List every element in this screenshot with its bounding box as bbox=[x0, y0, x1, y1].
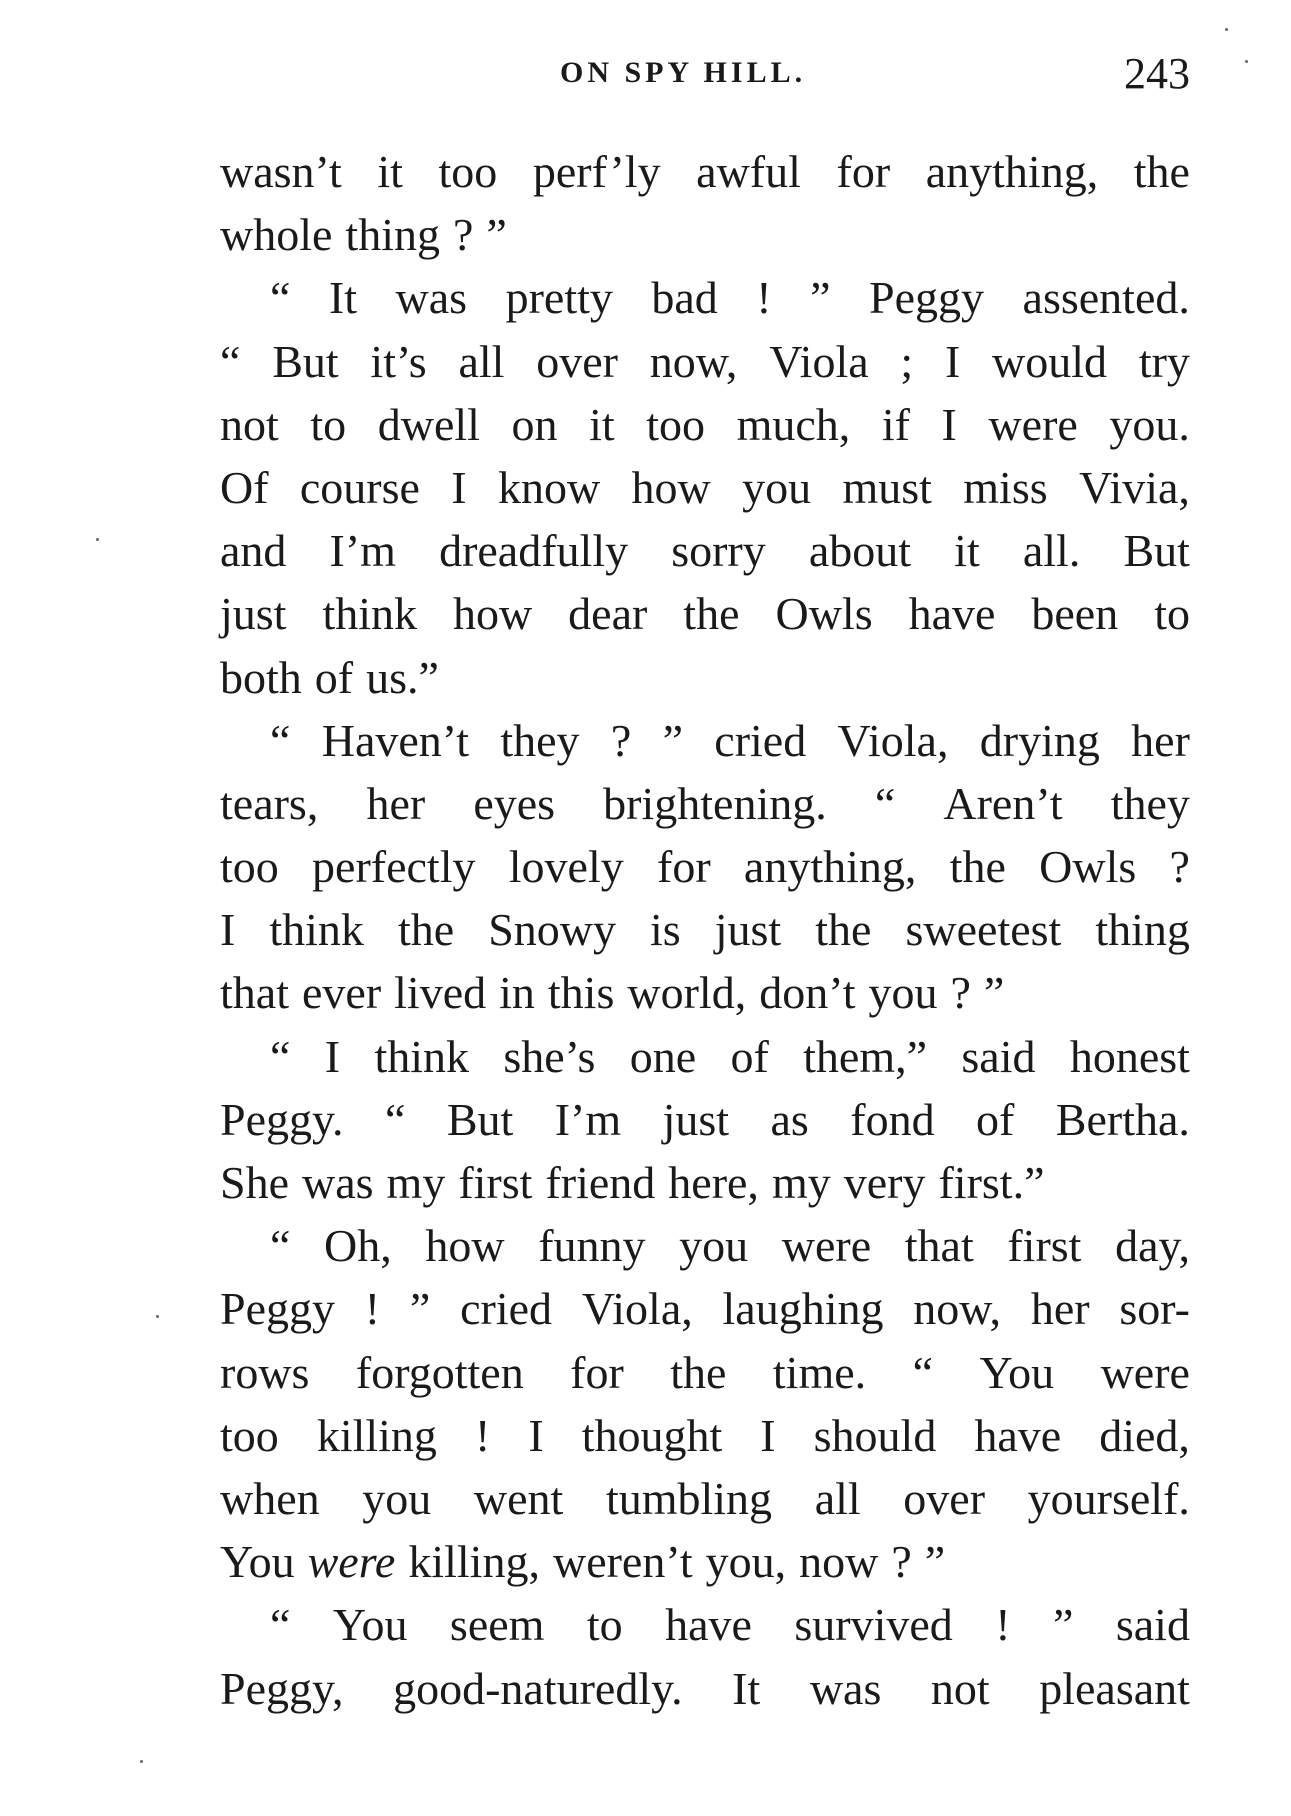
scan-speck bbox=[140, 1760, 143, 1763]
text-line: just think how dear the Owls have been to bbox=[220, 588, 1190, 640]
text-line: whole thing ? ” bbox=[220, 209, 507, 261]
text-line: wasn’t it too perf’ly awful for anything, the bbox=[220, 146, 1190, 197]
text-line: “ Haven’t they ? ” cried Viola, drying her bbox=[270, 714, 1190, 766]
text-line: that ever lived in this world, don’t you ? ” bbox=[220, 967, 1005, 1019]
text-line: Peggy ! ” cried Viola, laughing now, her sor- bbox=[220, 1283, 1190, 1335]
text-line: “ Oh, how funny you were that first day, bbox=[270, 1220, 1190, 1272]
text-line: not to dwell on it too much, if I were you. bbox=[220, 398, 1190, 450]
scan-speck bbox=[156, 1315, 159, 1318]
text-line: and I’m dreadfully sorry about it all. But bbox=[220, 525, 1190, 577]
body-text bbox=[220, 140, 1190, 1720]
text-line: “ It was pretty bad ! ” Peggy assented. bbox=[270, 272, 1190, 324]
text-line: You were killing, weren’t you, now ? ” bbox=[220, 1536, 946, 1588]
scan-speck bbox=[1245, 60, 1248, 63]
text-line: Peggy. “ But I’m just as fond of Bertha. bbox=[220, 1093, 1190, 1145]
text-line: “ But it’s all over now, Viola ; I would try bbox=[220, 335, 1190, 387]
text-line: Peggy, good-naturedly. It was not pleasant bbox=[220, 1662, 1190, 1714]
text-line: Of course I know how you must miss Vivia, bbox=[220, 461, 1190, 513]
text-line: when you went tumbling all over yourself. bbox=[220, 1472, 1190, 1524]
text-line: rows forgotten for the time. “ You were bbox=[220, 1346, 1190, 1398]
text-line: “ I think she’s one of them,” said honest bbox=[270, 1030, 1190, 1082]
running-head bbox=[220, 48, 1190, 96]
text-line: too perfectly lovely for anything, the Owls ? bbox=[220, 841, 1190, 893]
text-line: both of us.” bbox=[220, 651, 439, 703]
text-line: She was my first friend here, my very first.” bbox=[220, 1157, 1045, 1208]
text-line: tears, her eyes brightening. “ Aren’t they bbox=[220, 777, 1190, 829]
text-line: too killing ! I thought I should have died, bbox=[220, 1409, 1190, 1461]
text-line: I think the Snowy is just the sweetest thing bbox=[220, 904, 1190, 956]
scan-speck bbox=[96, 538, 99, 541]
page-number: 243 bbox=[1124, 49, 1190, 98]
scan-speck bbox=[1225, 28, 1228, 31]
text-line: “ You seem to have survived ! ” said bbox=[270, 1599, 1190, 1651]
running-title: ON SPY HILL. bbox=[560, 56, 807, 89]
